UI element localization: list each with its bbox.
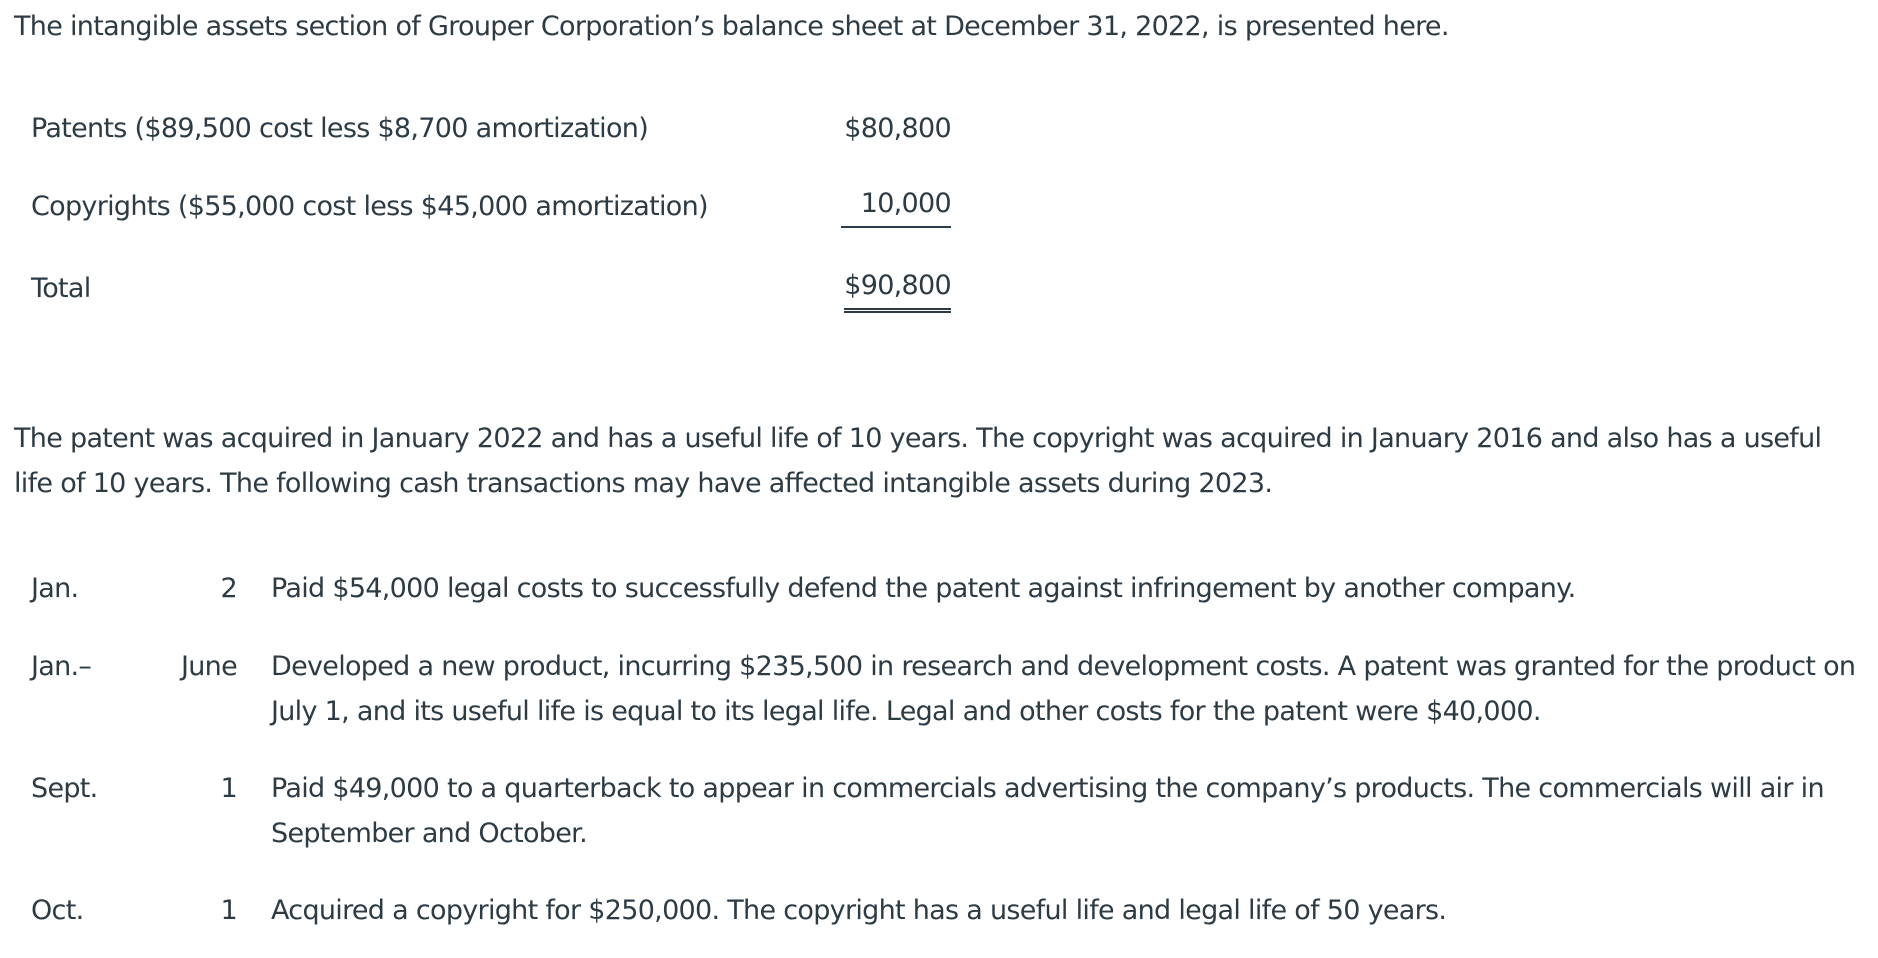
balance-label: Total bbox=[31, 273, 91, 304]
transaction-month: Oct. bbox=[31, 895, 84, 926]
description-paragraph: The patent was acquired in January 2022 and has a useful life of 10 years. The copyright was acquired in January 2016 and also has a useful life of 10 years. The following cash transactions may have affected intangible assets during 2023. bbox=[14, 423, 1822, 499]
transaction-month: Sept. bbox=[31, 773, 98, 804]
intro-paragraph: The intangible assets section of Grouper Corporation’s balance sheet at December 31, 2022, is presented here. bbox=[14, 11, 1449, 42]
transaction-text: Developed a new product, incurring $235,500 in research and development costs. A patent was granted for the product on July 1, and its useful life is equal to its legal life. Legal and other costs for the patent were $40,000. bbox=[271, 651, 1856, 727]
balance-row-total bbox=[31, 264, 951, 314]
balance-row-copyrights bbox=[31, 182, 951, 232]
transaction-day: 1 bbox=[220, 895, 237, 926]
transaction-text: Paid $49,000 to a quarterback to appear in commercials advertising the company’s products. The commercials will air in September and October. bbox=[271, 773, 1824, 849]
transaction-text: Paid $54,000 legal costs to successfully defend the patent against infringement by another company. bbox=[271, 573, 1576, 604]
transaction-month: Jan. bbox=[31, 573, 79, 604]
balance-amount: $80,800 bbox=[844, 113, 951, 144]
balance-label: Patents ($89,500 cost less $8,700 amortization) bbox=[31, 113, 649, 144]
transaction-day: 1 bbox=[220, 773, 237, 804]
transaction-month: Jan.– bbox=[31, 651, 92, 682]
transaction-day: June bbox=[181, 651, 237, 682]
balance-row-patents bbox=[31, 104, 951, 154]
transaction-day: 2 bbox=[220, 573, 237, 604]
balance-label: Copyrights ($55,000 cost less $45,000 amortization) bbox=[31, 191, 708, 222]
balance-amount: 10,000 bbox=[841, 182, 951, 228]
balance-amount-total: $90,800 bbox=[844, 264, 951, 313]
transaction-text: Acquired a copyright for $250,000. The copyright has a useful life and legal life of 50 years. bbox=[271, 895, 1447, 926]
